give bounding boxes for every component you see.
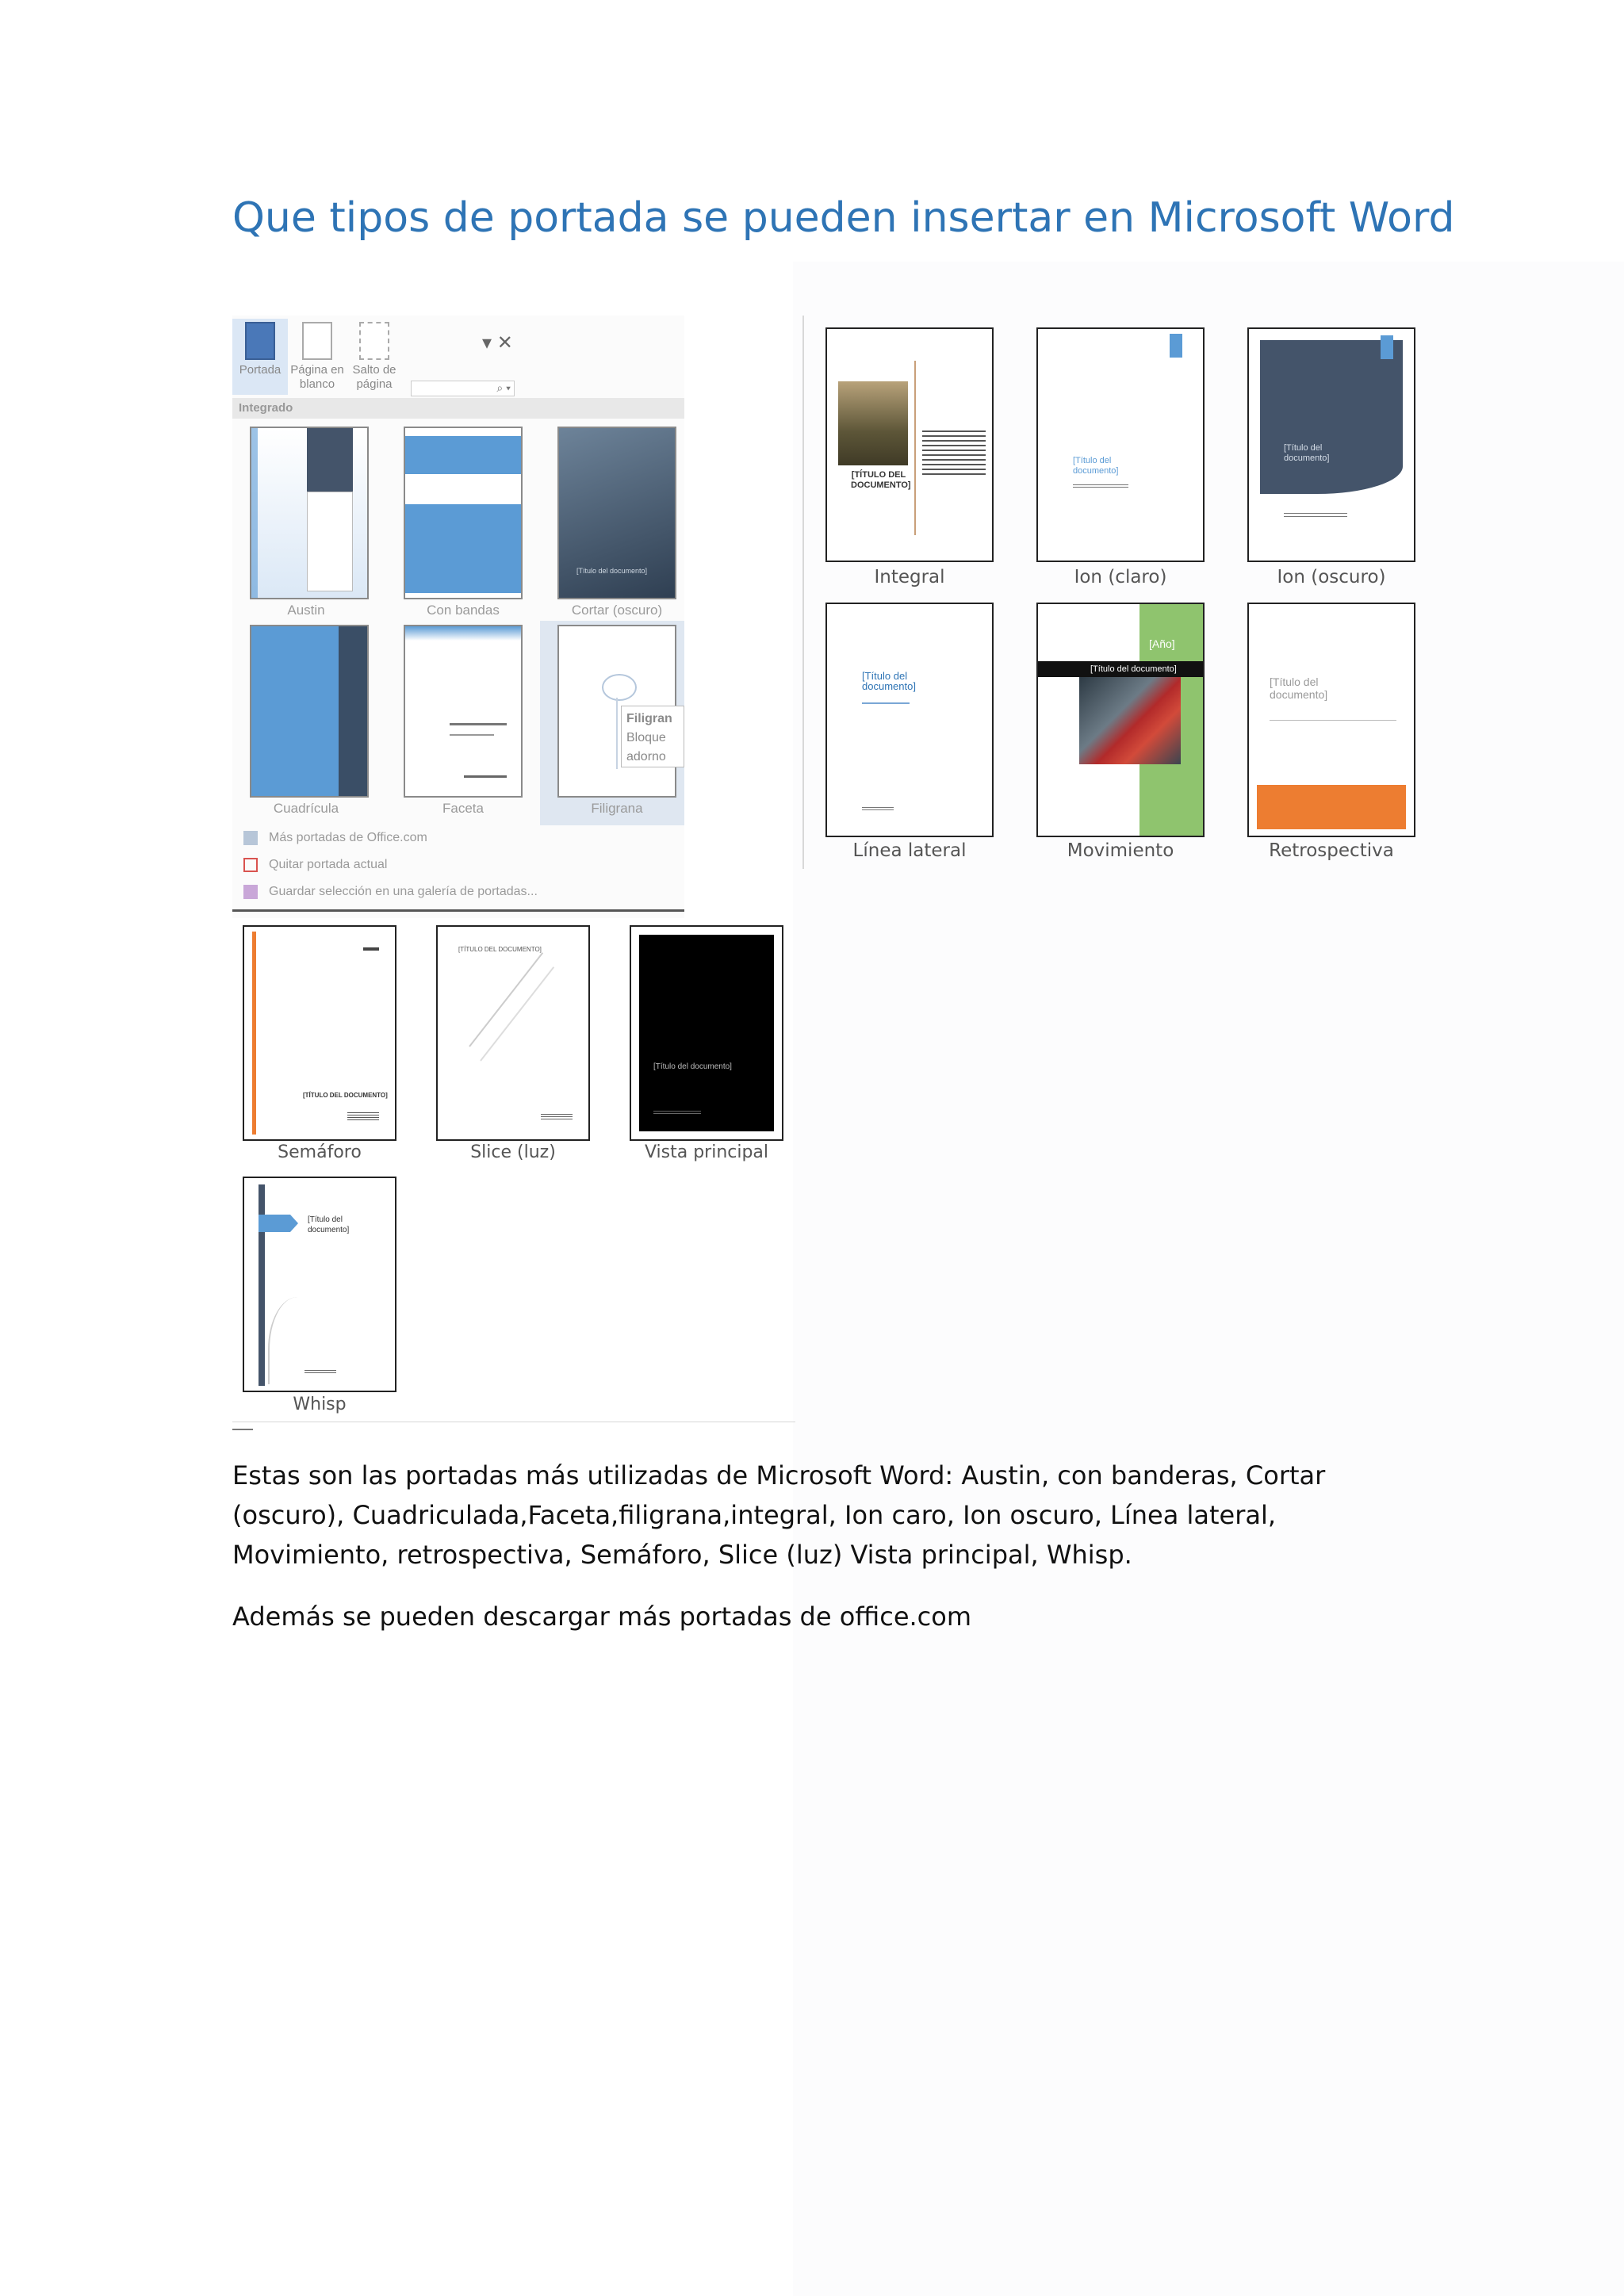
cover-slice-luz (436, 925, 590, 1141)
cover-caption: Movimiento (1067, 840, 1174, 861)
office-icon (243, 831, 258, 845)
gallery-faceta[interactable] (404, 625, 523, 798)
blank-page-label: Página en blanco (290, 363, 344, 391)
gallery-header: Integrado (232, 398, 684, 419)
cover-title: [TÍTULO DEL DOCUMENTO] (458, 946, 542, 953)
menu-remove-label: Quitar portada actual (269, 858, 388, 872)
cover-title: [Título del documento] (1284, 443, 1330, 463)
paragraph-covers-list: Estas son las portadas más utilizadas de Microsoft Word: Austin, con banderas, Cortar (oscuro), Cuadriculada,Faceta,filigrana,integral, Ion caro, Ion oscuro, Línea lateral, Movimiento, retrospectiva, Semáforo, Slice (luz) Vista principal, Whisp. (232, 1460, 1326, 1570)
cover-title: [Título del documento] (653, 1062, 732, 1071)
gallery-caption: Austin (287, 603, 325, 618)
cover-title: [Título del documento] (862, 670, 916, 692)
cover-whisp (243, 1177, 396, 1392)
blank-page-icon (302, 322, 332, 360)
menu-remove-cover[interactable] (243, 858, 387, 872)
blank-page-button[interactable] (289, 319, 345, 395)
cover-title: [Título del documento] (308, 1215, 350, 1234)
tooltip-title: Filigran (626, 712, 672, 725)
page-title: Que tipos de portada se pueden insertar en Microsoft Word (232, 194, 1455, 242)
gallery-caption: Filigrana (591, 801, 643, 816)
paragraph-office-com: Además se pueden descargar más portadas de office.com (232, 1601, 972, 1632)
image-marker (232, 1429, 253, 1430)
cover-movimiento (1036, 603, 1205, 837)
cover-title: [Título del documento] (1090, 664, 1177, 674)
cover-caption: Slice (luz) (470, 1142, 556, 1162)
cover-caption: Línea lateral (852, 840, 967, 861)
page-break-button[interactable] (347, 319, 402, 395)
gallery-cortar-oscuro[interactable] (557, 427, 676, 599)
divider (802, 316, 804, 869)
cover-caption: Ion (oscuro) (1277, 567, 1386, 587)
gallery-caption: Faceta (442, 801, 484, 816)
cover-caption: Semáforo (278, 1142, 362, 1162)
gallery-caption: Cortar (oscuro) (571, 603, 663, 618)
menu-save-selection[interactable] (243, 885, 538, 899)
cover-title: [Título del documento] (1270, 675, 1328, 701)
remove-cover-icon (243, 858, 258, 872)
cover-caption: Integral (874, 567, 945, 587)
cover-semaforo (243, 925, 396, 1141)
cover-caption: Ion (claro) (1074, 567, 1167, 587)
cover-gallery-panel (232, 316, 684, 918)
cover-title: [Título del documento] (1073, 456, 1119, 476)
portada-button[interactable] (232, 319, 288, 395)
cover-ion-claro (1036, 327, 1205, 562)
save-gallery-icon (243, 885, 258, 899)
cover-title: [TÍTULO DEL DOCUMENTO] (303, 1092, 388, 1099)
gallery-caption: Cuadrícula (273, 801, 339, 816)
page-break-label: Salto de página (352, 363, 396, 391)
search-input[interactable] (411, 381, 515, 396)
cover-caption: Vista principal (644, 1142, 769, 1162)
page-break-icon (359, 322, 389, 360)
cover-vista-principal (630, 925, 783, 1141)
gallery-cuadricula[interactable] (250, 625, 369, 798)
portada-label: Portada (239, 363, 282, 377)
menu-more-covers[interactable] (243, 831, 427, 845)
filigrana-tooltip (621, 706, 684, 767)
close-icon[interactable]: ▾ ✕ (482, 332, 513, 354)
search-icon: ⌕ ▾ (496, 381, 511, 394)
gallery-austin[interactable] (250, 427, 369, 599)
cover-retrospectiva (1247, 603, 1415, 837)
tooltip-line-1: Bloque (626, 731, 666, 744)
cover-caption: Retrospectiva (1269, 840, 1394, 861)
cover-title: [TÍTULO DEL DOCUMENTO] (851, 470, 911, 490)
cover-caption: Whisp (293, 1395, 347, 1414)
gallery-caption: Con bandas (427, 603, 500, 618)
cover-year: [Año] (1149, 637, 1175, 650)
cortar-title: [Título del documento] (576, 567, 648, 575)
cover-page-icon (245, 322, 275, 360)
cover-integral (825, 327, 994, 562)
panel-bottom-border (232, 909, 684, 912)
gallery-con-bandas[interactable] (404, 427, 523, 599)
tooltip-line-2: adorno (626, 750, 666, 763)
cover-linea-lateral (825, 603, 994, 837)
cover-ion-oscuro (1247, 327, 1415, 562)
menu-save-label: Guardar selección en una galería de portadas... (269, 885, 538, 899)
menu-more-label: Más portadas de Office.com (269, 831, 427, 845)
